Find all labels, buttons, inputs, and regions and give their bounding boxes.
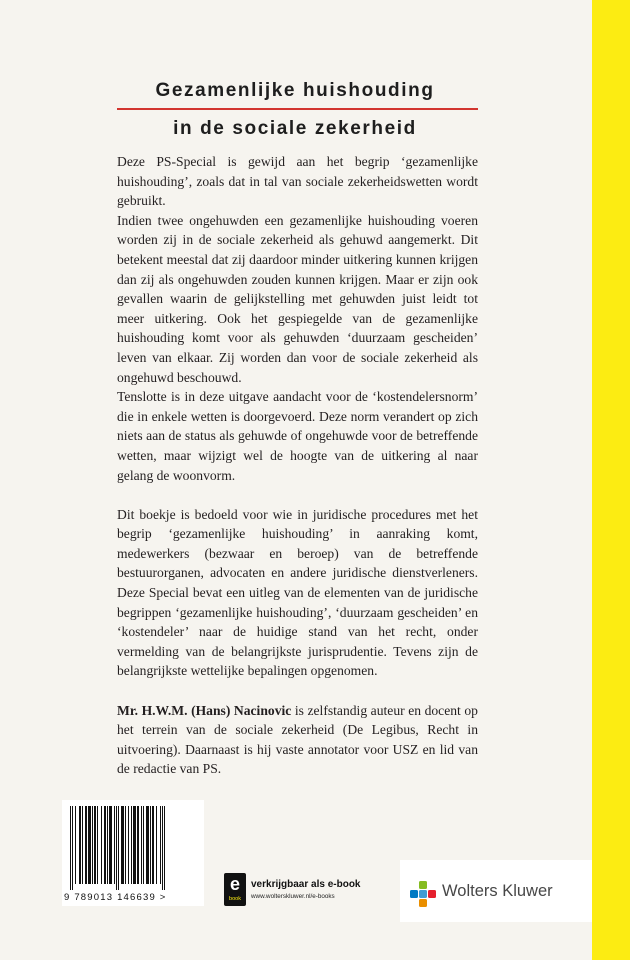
barcode-bar <box>107 806 108 884</box>
barcode-bar <box>116 806 117 890</box>
barcode-bar <box>162 806 163 890</box>
barcode-bar <box>150 806 151 884</box>
title-divider <box>117 108 478 110</box>
barcode-bar <box>141 806 142 884</box>
barcode-bar <box>101 806 102 884</box>
barcode-bar <box>137 806 139 884</box>
barcode-bar <box>88 806 91 884</box>
logo-square-right <box>428 890 436 898</box>
barcode-bar <box>85 806 87 884</box>
barcode-bar <box>118 806 119 890</box>
barcode-bar <box>146 806 149 884</box>
barcode-bar <box>82 806 83 884</box>
logo-square-left <box>410 890 418 898</box>
logo-square-bottom <box>419 899 427 907</box>
ebook-url[interactable]: www.wolterskluwer.nl/e-books <box>251 893 335 900</box>
author-paragraph <box>117 701 478 779</box>
barcode-bars <box>68 806 198 890</box>
barcode-bar <box>104 806 106 884</box>
barcode-bar <box>114 806 115 884</box>
barcode-bar <box>143 806 144 884</box>
barcode-bar <box>160 806 161 884</box>
author-name: Mr. H.W.M. (Hans) Nacinovic <box>117 702 292 718</box>
barcode-bar <box>75 806 76 884</box>
isbn-digits: 9 789013 146639 > <box>64 892 167 903</box>
ebook-icon-letter: e <box>229 874 240 894</box>
ebook-icon <box>224 873 246 906</box>
isbn-barcode <box>62 800 204 906</box>
blurb <box>117 152 478 779</box>
barcode-bar <box>125 806 126 884</box>
barcode-bar <box>79 806 81 884</box>
logo-square-top <box>419 881 427 889</box>
barcode-bar <box>131 806 132 884</box>
barcode-bar <box>121 806 124 884</box>
wolters-kluwer-logo-icon <box>410 881 436 907</box>
blurb-paragraph-3: Tenslotte is in deze uitgave aandacht voor de ‘kostendelersnorm’ die in enkele wetten is doorgevoerd. Deze norm verandert op zich niets aan de status als gehuwde of ongehuwde voor de betreffende wetten, maar wijzigt wel de hoogte van de uitkering al naar gelang de woonvorm. <box>117 389 478 483</box>
barcode-bar <box>109 806 112 884</box>
yellow-spine-strip <box>592 0 630 960</box>
author-bio: is zelfstandig auteur en docent op het terrein van de sociale zekerheid (De Legibus, Recht in uitvoering). Daarnaast is hij vaste annotator voor USZ en lid van de redactie van PS. <box>117 702 478 777</box>
publisher-name: Wolters Kluwer <box>442 882 553 900</box>
ebook-icon-label: book <box>229 896 241 902</box>
title-line-2: in de sociale zekerheid <box>173 118 417 139</box>
barcode-bar <box>133 806 136 884</box>
blurb-paragraph-4: Dit boekje is bedoeld voor wie in juridische procedures met het begrip ‘gezamenlijke huishouding’ in aanraking komt, medewerkers (bezwaar en beroep) van de betreffende bestuurorganen, advocaten en andere juridische dienstverleners. Deze Special bevat een uitleg van de elementen van de juridische begrippen ‘gezamenlijke huishouding’, ‘duurzaam gescheiden’ en ‘kostendeler’ naar de huidige stand van het recht, onder vermelding van de belangrijkste jurisprudentie. Tevens zijn de belangrijkste wettelijke bepalingen opgenomen. <box>117 506 478 679</box>
blurb-paragraph-2: Indien twee ongehuwden een gezamenlijke huishouding voeren worden zij in de sociale zekerheid als gehuwd aangemerkt. Dit betekent meestal dat zij daardoor minder uitkering kunnen krijgen dan zij als ongehuwden zouden kunnen krijgen. Maar er zijn ook gevallen waarin de gelijkstelling met gehuwden juist leidt tot meer uitkering. Ook het gespiegelde van de gezamenlijke huishouding komt voor als gehuwden ‘duurzaam gescheiden’ leven van elkaar. Zij worden dan voor de sociale zekerheid als ongehuwd beschouwd. <box>117 212 478 385</box>
title-line-1: Gezamenlijke huishouding <box>155 80 435 101</box>
barcode-bar <box>92 806 93 884</box>
barcode-bar <box>72 806 73 890</box>
barcode-bar <box>97 806 98 884</box>
barcode-bar <box>156 806 157 884</box>
ebook-availability-text: verkrijgbaar als e-book <box>251 879 361 890</box>
barcode-bar <box>70 806 71 890</box>
barcode-bar <box>164 806 165 890</box>
barcode-bar <box>152 806 154 884</box>
ebook-badge <box>224 873 384 907</box>
logo-square-center <box>419 890 427 898</box>
publisher-logo-box <box>400 860 592 922</box>
barcode-bar <box>94 806 96 884</box>
barcode-bar <box>128 806 129 884</box>
blurb-paragraph-1: Deze PS-Special is gewijd aan het begrip ‘gezamenlijke huishouding’, zoals dat in tal van sociale zekerheidswetten wordt gebruikt. <box>117 154 478 209</box>
